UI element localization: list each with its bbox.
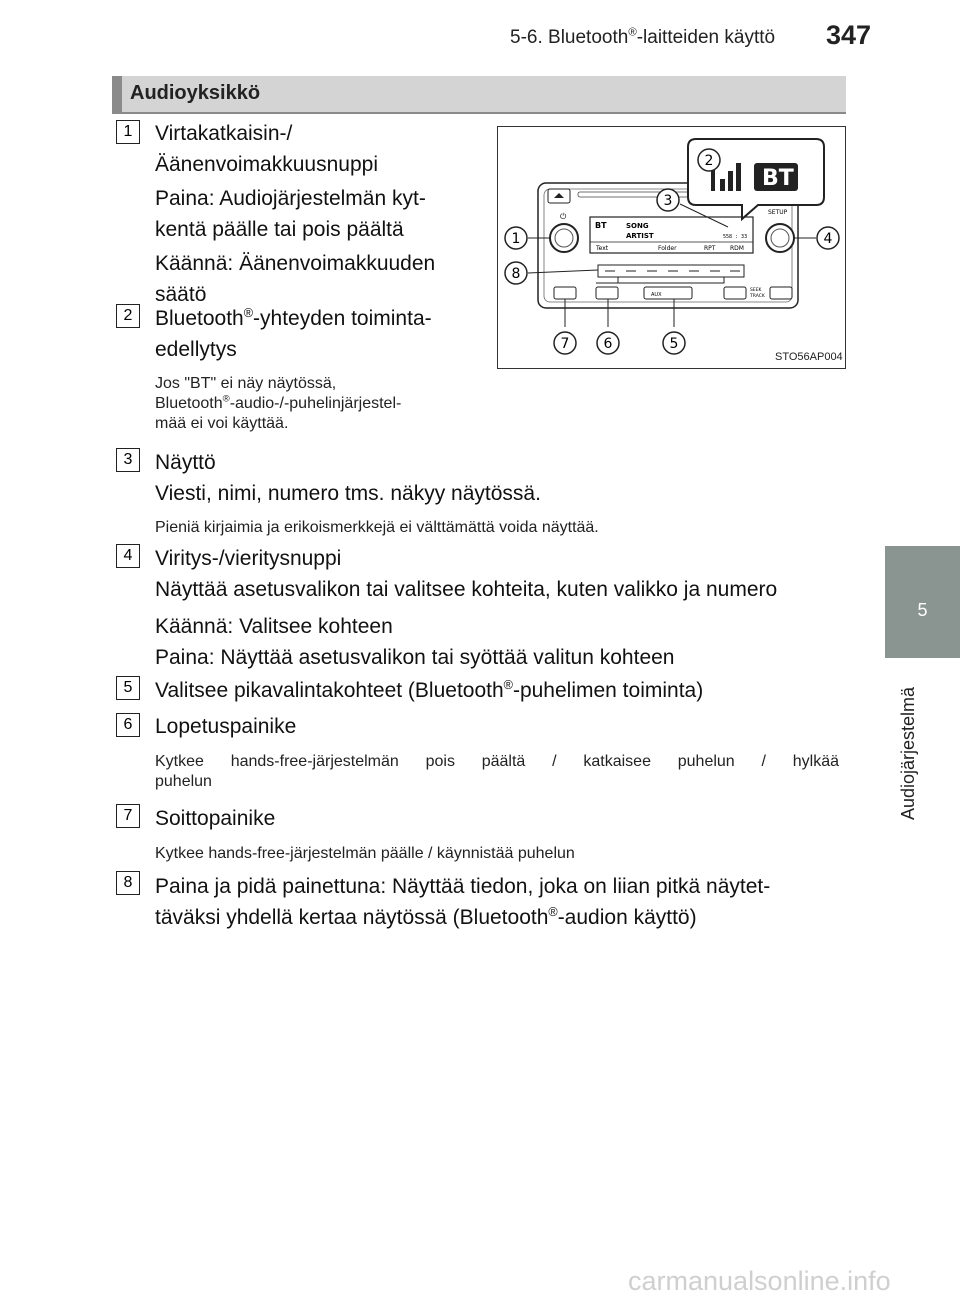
section-accent: [112, 76, 122, 112]
fig-track-label: TRACK: [750, 294, 765, 299]
item-number-2: 2: [116, 304, 140, 328]
item-1-line: Äänenvoimakkuusnuppi: [155, 153, 378, 176]
section-title: Audioyksikkö: [130, 82, 261, 104]
item-2-note-a: Bluetooth: [155, 395, 223, 412]
chapter-number: 5: [917, 600, 928, 620]
item-8-line: Paina ja pidä painettuna: Näyttää tiedon, joka on liian pitkä näytet-: [155, 875, 771, 898]
item-8-line-b: -audion käyttö): [557, 906, 697, 929]
item-number-8: 8: [116, 871, 140, 895]
audio-unit-figure: [497, 126, 846, 369]
audio-unit-illustration: [498, 127, 844, 367]
item-2-note-line: mää ei voi käyttää.: [155, 415, 289, 432]
fig-time-text: 558 : 33: [723, 234, 748, 240]
item-5-text-b: -puhelimen toiminta): [512, 679, 704, 702]
fig-song-text: SONG: [626, 222, 649, 230]
fig-folder-btn: Folder: [658, 245, 677, 252]
item-number-3: 3: [116, 448, 140, 472]
item-1-line: kentä päälle tai pois päältä: [155, 218, 404, 241]
item-number-7: 7: [116, 804, 140, 828]
item-1-line: säätö: [155, 283, 207, 306]
callout-6: 6: [603, 336, 613, 352]
item-4-text: [155, 543, 845, 673]
item-number-5: 5: [116, 676, 140, 700]
item-6-note-line: Kytkee hands-free-järjestelmän pois päältä / katkaisee puhelun / hylkää: [155, 753, 839, 770]
item-4-line: Paina: Näyttää asetusvalikon tai syöttää valitun kohteen: [155, 646, 675, 669]
item-1-line: Virtakatkaisin-/: [155, 122, 293, 145]
chapter-tab: [885, 546, 960, 658]
callout-2: 2: [704, 153, 714, 169]
page-number: 347: [826, 20, 872, 50]
item-4-line: Käännä: Valitsee kohteen: [155, 615, 393, 638]
item-6-note: [155, 752, 839, 792]
item-number-1: 1: [116, 120, 140, 144]
fig-setup-label: SETUP: [768, 209, 788, 216]
item-3-note: Pieniä kirjaimia ja erikoismerkkejä ei välttämättä voida näyttää.: [155, 519, 599, 536]
item-number-6: 6: [116, 713, 140, 737]
item-7-title: Soittopainike: [155, 807, 276, 830]
item-7-note: Kytkee hands-free-järjestelmän päälle / käynnistää puhelun: [155, 845, 575, 862]
figure-code: STO56AP004: [775, 351, 843, 363]
callout-8: 8: [511, 266, 521, 282]
callout-1: 1: [511, 231, 521, 247]
header-title-tail: -laitteiden käyttö: [636, 27, 776, 48]
item-3-text: [155, 447, 845, 509]
header-title: 5-6. Bluetooth: [510, 27, 629, 48]
svg-text:⏻: ⏻: [560, 212, 567, 221]
item-1-line: Käännä: Äänenvoimakkuuden: [155, 252, 436, 275]
item-1-press: [155, 183, 477, 214]
item-1-line: Paina: Audiojärjestelmän kyt-: [155, 187, 426, 210]
registered-mark: ®: [243, 306, 254, 320]
callout-3: 3: [663, 193, 673, 209]
registered-mark: ®: [548, 905, 558, 919]
registered-mark: ®: [628, 26, 637, 39]
callout-4: 4: [823, 231, 833, 247]
watermark: carmanualsonline.info: [628, 1266, 891, 1296]
item-4-line: Viritys-/vieritysnuppi: [155, 547, 342, 570]
item-2-note-b: -audio-/-puhelinjärjestel-: [229, 395, 402, 412]
fig-aux-label: AUX: [651, 292, 662, 298]
chapter-label: Audiojärjestelmä: [898, 686, 918, 820]
fig-seek-label: SEEK: [750, 288, 762, 293]
item-8-text: [155, 871, 845, 933]
fig-rpt-btn: RPT: [704, 245, 716, 252]
item-1-text: [155, 118, 477, 310]
fig-artist-text: ARTIST: [626, 232, 654, 240]
item-2-title-a: Bluetooth: [155, 307, 244, 330]
item-3-line: Viesti, nimi, numero tms. näkyy näytössä.: [155, 482, 541, 505]
fig-rdm-btn: RDM: [730, 245, 744, 252]
item-number-4: 4: [116, 544, 140, 568]
item-2-note-line: Jos "BT" ei näy näytössä,: [155, 375, 337, 392]
item-8-line-a: täväksi yhdellä kertaa näytössä (Bluetooth: [155, 906, 549, 929]
item-3-line: Näyttö: [155, 451, 216, 474]
callout-5: 5: [669, 336, 679, 352]
fig-text-btn: Text: [596, 245, 609, 252]
item-5-text-a: Valitsee pikavalintakohteet (Bluetooth: [155, 679, 504, 702]
item-5-text: [155, 675, 845, 706]
registered-mark: ®: [222, 393, 230, 405]
registered-mark: ®: [503, 678, 513, 692]
item-2-note: [155, 374, 477, 434]
item-4-line: Näyttää asetusvalikon tai valitsee kohteita, kuten valikko ja numero: [155, 578, 778, 601]
item-2-title-c: edellytys: [155, 338, 237, 361]
section-header: [112, 76, 846, 114]
fig-bt-text: BT: [595, 221, 607, 230]
item-2-title-b: -yhteyden toiminta-: [253, 307, 432, 330]
item-6-title: Lopetuspainike: [155, 715, 297, 738]
callout-7: 7: [560, 336, 570, 352]
item-2-title: [155, 303, 477, 365]
item-6-note-line: puhelun: [155, 773, 212, 790]
running-header: [510, 27, 775, 49]
fig-signal-badge: BT: [762, 166, 794, 191]
